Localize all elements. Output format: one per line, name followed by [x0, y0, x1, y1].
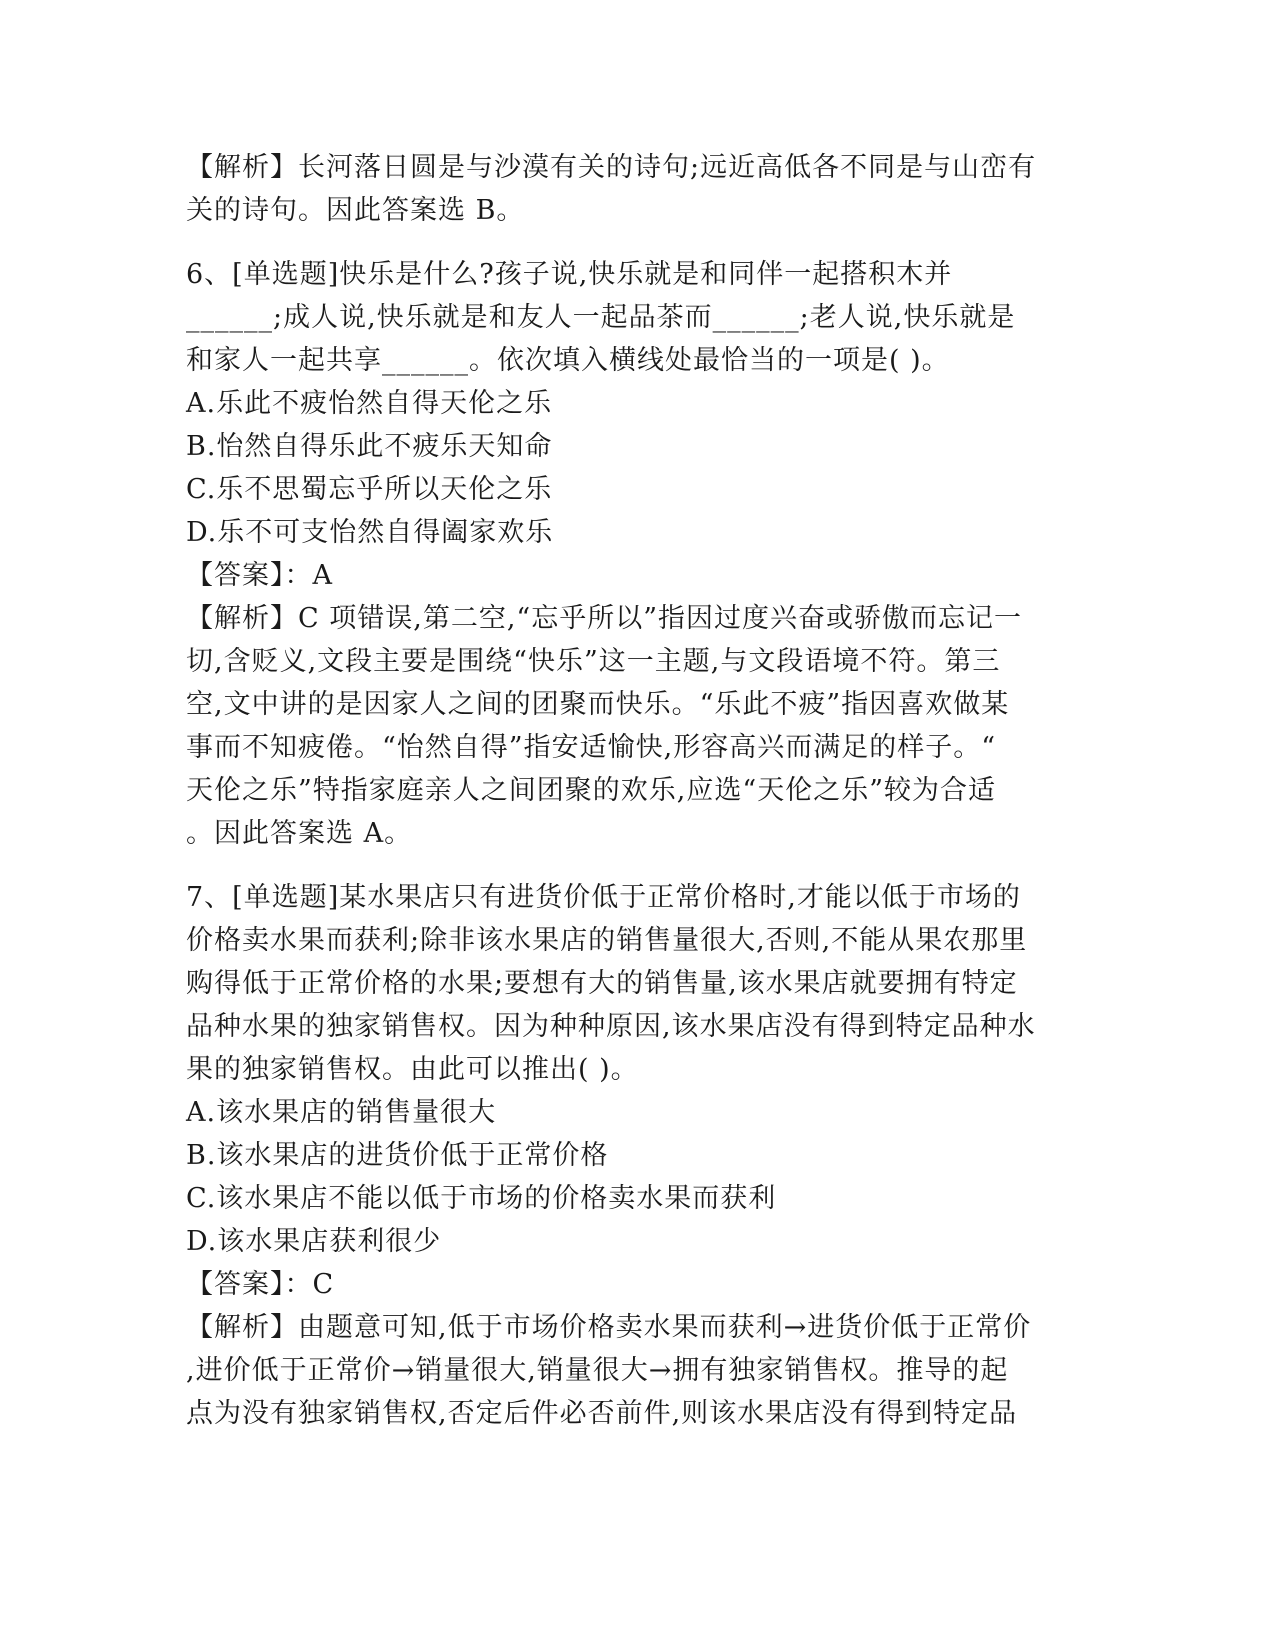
question-line: 果的独家销售权。由此可以推出( )。: [186, 1054, 639, 1085]
analysis-line: 点为没有独家销售权,否定后件必否前件,则该水果店没有得到特定品: [186, 1398, 1018, 1429]
question-6: [186, 253, 1086, 855]
document-page: [186, 146, 1086, 1435]
question-line: 品种水果的独家销售权。因为种种原因,该水果店没有得到特定品种水: [186, 1011, 1036, 1042]
question-7: [186, 876, 1086, 1435]
analysis-line: ,进价低于正常价→销量很大,销量很大→拥有独家销售权。推导的起: [186, 1355, 1009, 1386]
analysis-line: 空,文中讲的是因家人之间的团聚而快乐。“乐此不疲”指因喜欢做某: [186, 689, 1010, 720]
option-c: C.乐不思蜀忘乎所以天伦之乐: [186, 474, 553, 505]
question-line: 价格卖水果而获利;除非该水果店的销售量很大,否则,不能从果农那里: [186, 925, 1028, 956]
answer: 【答案】：C: [186, 1269, 335, 1300]
analysis-line: 【解析】长河落日圆是与沙漠有关的诗句;远近高低各不同是与山峦有: [186, 152, 1037, 183]
analysis-line: 事而不知疲倦。“怡然自得”指安适愉快,形容高兴而满足的样子。“: [186, 732, 996, 763]
q5-analysis: [186, 146, 1086, 232]
option-d: D.乐不可支怡然自得阖家欢乐: [186, 517, 554, 548]
analysis-line: 关的诗句。因此答案选 B。: [186, 195, 525, 226]
analysis-line: 【解析】C 项错误,第二空,“忘乎所以”指因过度兴奋或骄傲而忘记一: [186, 603, 1023, 634]
answer: 【答案】：A: [186, 560, 333, 591]
option-b: B.该水果店的进货价低于正常价格: [186, 1140, 609, 1171]
option-a: A.该水果店的销售量很大: [186, 1097, 497, 1128]
question-line: 购得低于正常价格的水果;要想有大的销售量,该水果店就要拥有特定: [186, 968, 1018, 999]
option-c: C.该水果店不能以低于市场的价格卖水果而获利: [186, 1183, 777, 1214]
analysis-line: 天伦之乐”特指家庭亲人之间团聚的欢乐,应选“天伦之乐”较为合适: [186, 775, 996, 806]
analysis-line: 【解析】由题意可知,低于市场价格卖水果而获利→进货价低于正常价: [186, 1312, 1032, 1343]
question-line: 和家人一起共享______。依次填入横线处最恰当的一项是( )。: [186, 345, 950, 376]
option-b: B.怡然自得乐此不疲乐天知命: [186, 431, 553, 462]
question-line: 7、[单选题]某水果店只有进货价低于正常价格时,才能以低于市场的: [186, 882, 1021, 913]
question-line: ______;成人说,快乐就是和友人一起品茶而______;老人说,快乐就是: [186, 302, 1016, 333]
analysis-line: 切,含贬义,文段主要是围绕“快乐”这一主题,与文段语境不符。第三: [186, 646, 1001, 677]
question-line: 6、[单选题]快乐是什么?孩子说,快乐就是和同伴一起搭积木并: [186, 259, 953, 290]
analysis-line: 。因此答案选 A。: [186, 818, 413, 849]
option-d: D.该水果店获利很少: [186, 1226, 442, 1257]
option-a: A.乐此不疲怡然自得天伦之乐: [186, 388, 553, 419]
